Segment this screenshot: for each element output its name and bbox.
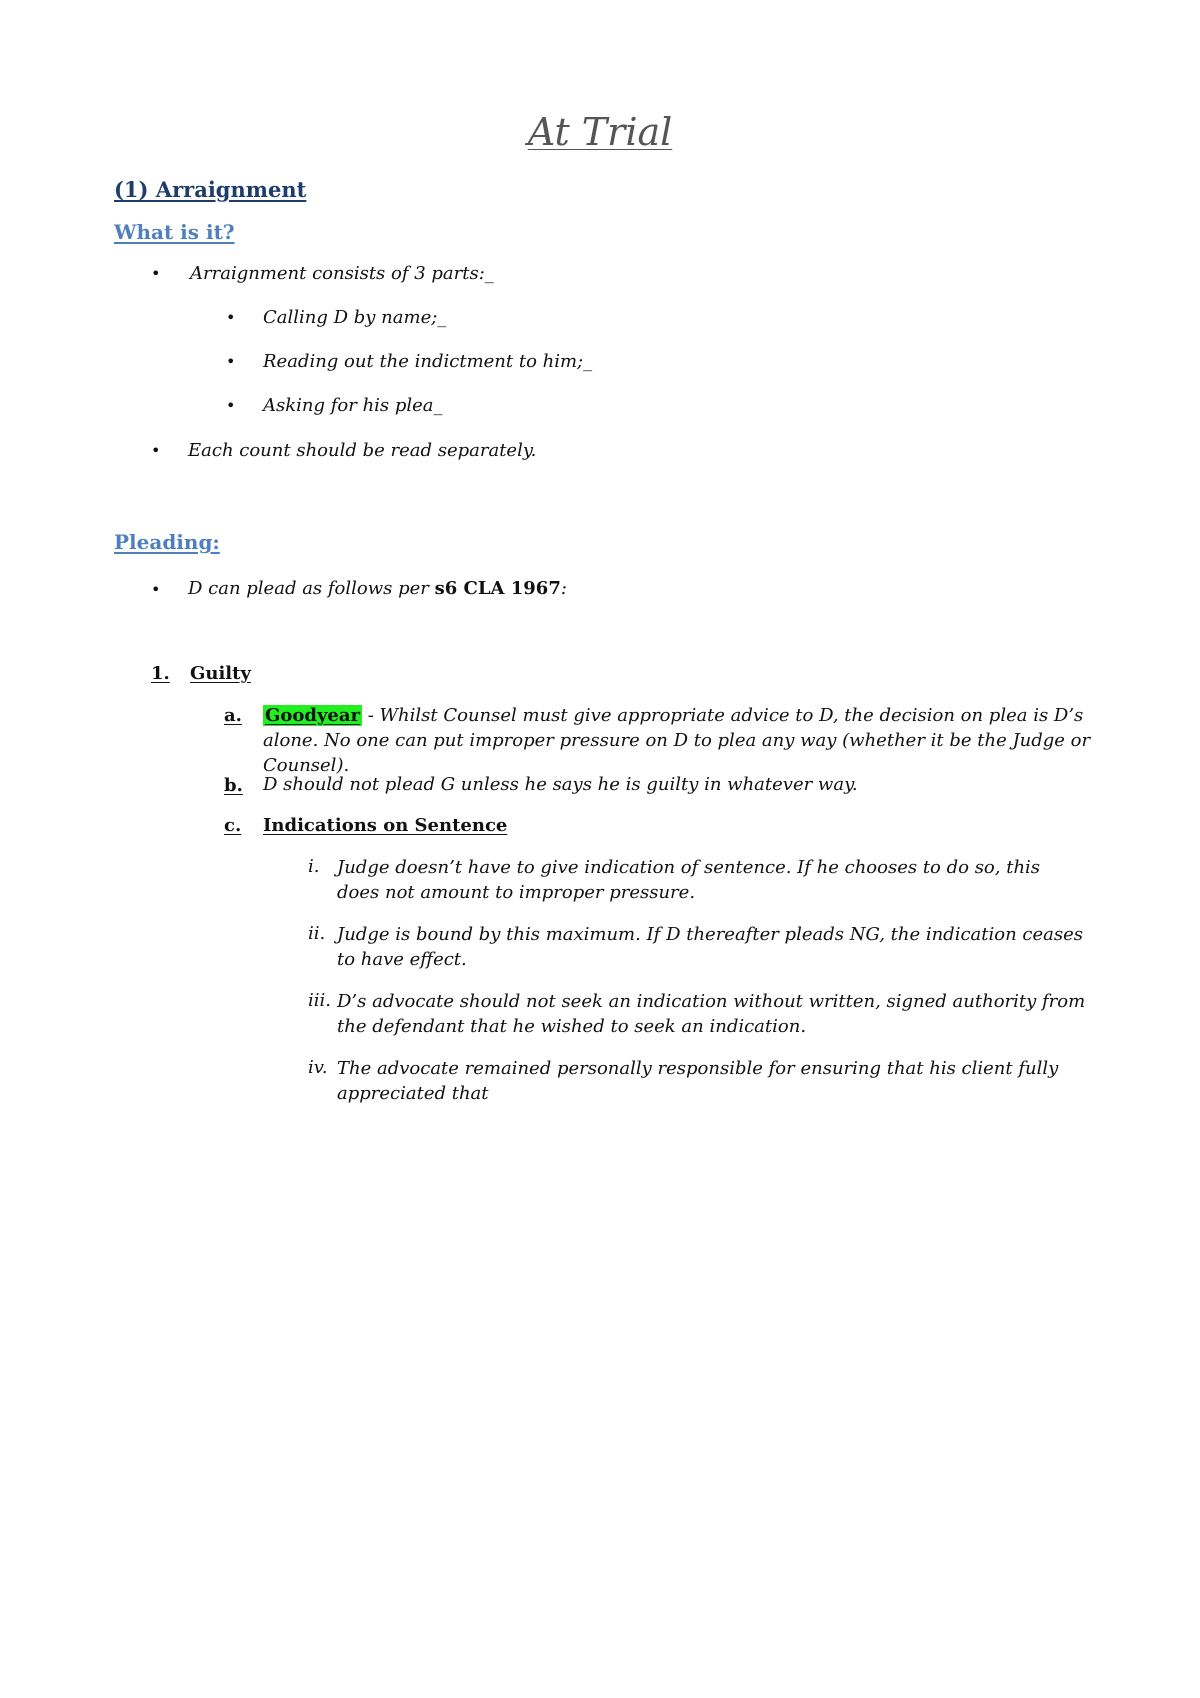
- list-number-1: 1.: [151, 663, 170, 684]
- item-marker-c: c.: [224, 815, 242, 836]
- item-a-goodyear: [263, 703, 1093, 778]
- sub-item-iv-text: The advocate remained personally responsible for ensuring that his client fully appreciated that: [337, 1058, 1059, 1104]
- bullet-each-count: Each count should be read separately.: [188, 440, 537, 461]
- guilty-heading: Guilty: [190, 663, 251, 684]
- item-c-heading: Indications on Sentence: [263, 815, 508, 836]
- sub-item-i-text: Judge doesn’t have to give indication of sentence. If he chooses to do so, this does not amount to improper pressure.: [337, 857, 1041, 903]
- item-a-text: - Whilst Counsel must give appropriate advice to D, the decision on plea is D’s alone. No one can put improper pressure on D to plea any way (whether it be the Judge or Counsel).: [263, 705, 1091, 776]
- sub-marker-ii: ii.: [308, 923, 326, 944]
- bullet-arraignment-parts: Arraignment consists of 3 parts:_: [190, 263, 494, 284]
- sub-bullet-calling: Calling D by name;_: [263, 307, 447, 328]
- document-title: At Trial: [527, 110, 673, 154]
- bullet-pleading: [188, 578, 567, 599]
- pleading-suffix: :: [560, 578, 567, 599]
- case-name-goodyear: Goodyear: [265, 705, 361, 726]
- sub-bullet-reading: Reading out the indictment to him;_: [263, 351, 593, 372]
- sub-item-ii-text: Judge is bound by this maximum. If D thereafter pleads NG, the indication ceases to have effect.: [337, 924, 1084, 970]
- section-heading-arraignment: (1) Arraignment: [114, 177, 307, 202]
- bullet-icon: •: [226, 308, 236, 327]
- pleading-statute: s6 CLA 1967: [434, 578, 561, 599]
- subheading-what-is-it: What is it?: [114, 220, 235, 244]
- item-marker-a: a.: [224, 705, 242, 726]
- bullet-icon: •: [226, 396, 236, 415]
- bullet-icon: •: [151, 441, 161, 460]
- bullet-icon: •: [151, 580, 161, 599]
- sub-marker-iii: iii.: [308, 990, 331, 1011]
- sub-marker-i: i.: [308, 856, 320, 877]
- subheading-pleading: Pleading:: [114, 530, 220, 554]
- pleading-prefix: D can plead as follows per: [188, 578, 435, 599]
- bullet-icon: •: [151, 264, 161, 283]
- bullet-icon: •: [226, 352, 236, 371]
- sub-marker-iv: iv.: [308, 1057, 328, 1078]
- sub-bullet-asking: Asking for his plea_: [263, 395, 443, 416]
- item-b-text: D should not plead G unless he says he is guilty in whatever way.: [263, 774, 858, 795]
- item-marker-b: b.: [224, 775, 243, 796]
- sub-item-iii-text: D’s advocate should not seek an indication without written, signed authority from the defendant that he wished to seek an indication.: [337, 991, 1086, 1037]
